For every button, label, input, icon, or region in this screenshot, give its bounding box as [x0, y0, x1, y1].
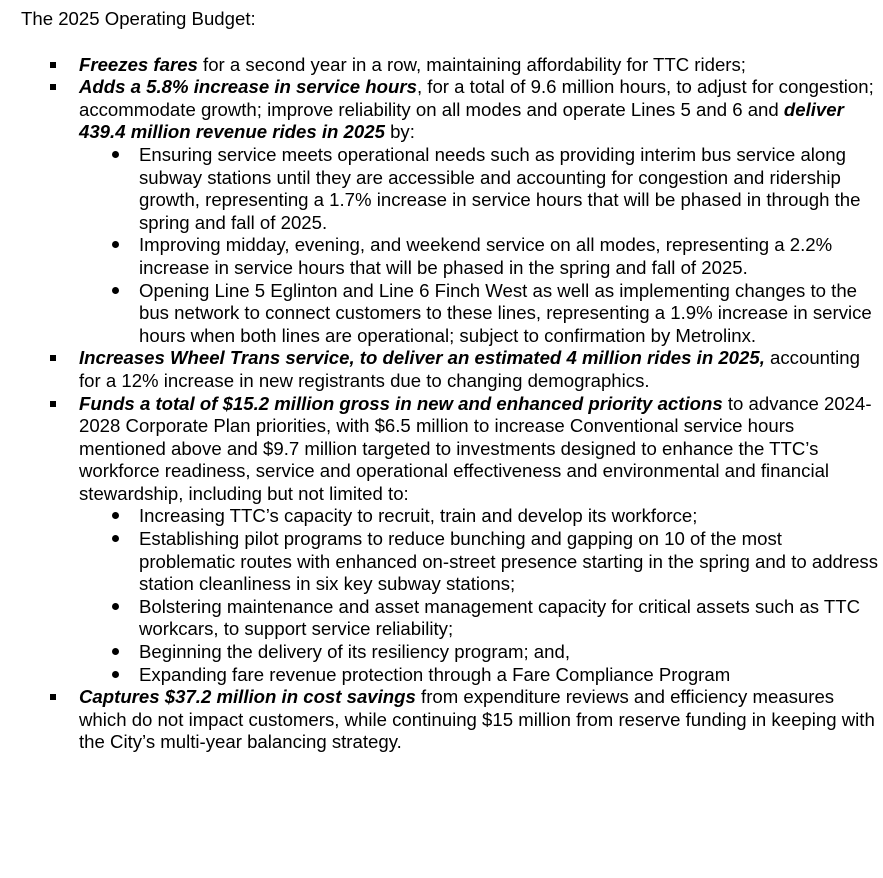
square-bullet-icon [50, 84, 56, 90]
sub-bullet-text: Beginning the delivery of its resiliency program; and, [139, 641, 570, 663]
bullet-lead: Captures $37.2 million in cost savings [79, 686, 416, 708]
round-bullet-icon [112, 535, 119, 542]
sub-bullet [139, 641, 883, 664]
bullet-text: to advance 2024-2028 Corporate Plan priorities, with $6.5 million to increase Conventional service hours mentioned above and $9.7 million targeted to investments designed to enhance the TTC’s workforce readiness, service and operational effectiveness and environmental and financial stewardship, including but not limited to: [79, 392, 872, 504]
bullet-service-hours [79, 76, 883, 347]
sub-bullet [139, 528, 883, 596]
sub-bullet-text: Expanding fare revenue protection through a Fare Compliance Program [139, 663, 731, 685]
square-bullet-icon [50, 355, 56, 361]
bullet-text: , for a total of 9.6 million hours, to adjust for congestion; accommodate growth; improve reliability on all modes and operate Lines 5 and 6 and [79, 76, 874, 120]
bullet-text-secondary: by: [384, 121, 415, 143]
round-bullet-icon [112, 671, 119, 678]
round-bullet-icon [112, 648, 119, 655]
sub-bullet [139, 664, 883, 687]
square-bullet-icon [50, 401, 56, 407]
sub-bullet [139, 144, 883, 234]
bullet-lead-secondary: deliver 439.4 million revenue rides in 2025 [79, 98, 844, 143]
bullet-text: accounting for a 12% increase in new registrants due to changing demographics. [79, 347, 860, 391]
service-hours-sub-list [79, 144, 883, 347]
sub-bullet-text: Ensuring service meets operational needs such as providing interim bus service along subway stations until they are accessible and accounting for congestion and ridership growth, representing a 1.7% increase in service hours that will be phased in through the spring and fall of 2025. [139, 143, 861, 233]
bullet-lead: Freezes fares [79, 53, 198, 75]
priority-actions-sub-list [79, 505, 883, 686]
bullet-freezes-fares [79, 54, 883, 77]
round-bullet-icon [112, 287, 119, 294]
sub-bullet-text: Increasing TTC’s capacity to recruit, train and develop its workforce; [139, 505, 698, 527]
square-bullet-icon [50, 62, 56, 68]
sub-bullet-text: Opening Line 5 Eglinton and Line 6 Finch West as well as implementing changes to the bus network to connect customers to these lines, representing a 1.9% increase in service hours when both lines are operational; subject to confirmation by Metrolinx. [139, 279, 872, 346]
bullet-text: from expenditure reviews and efficiency measures which do not impact customers, while continuing $15 million from reserve funding in keeping with the City’s multi-year balancing strategy. [79, 686, 875, 753]
intro-heading: The 2025 Operating Budget: [21, 8, 256, 29]
bullet-cost-savings [79, 686, 883, 754]
round-bullet-icon [112, 603, 119, 610]
bullet-lead: Funds a total of $15.2 million gross in new and enhanced priority actions [79, 392, 723, 414]
bullet-lead: Adds a 5.8% increase in service hours [79, 76, 417, 98]
sub-bullet-text: Bolstering maintenance and asset management capacity for critical assets such as TTC workcars, to support service reliability; [139, 595, 861, 640]
sub-bullet [139, 234, 883, 279]
round-bullet-icon [112, 512, 119, 519]
sub-bullet [139, 596, 883, 641]
round-bullet-icon [112, 151, 119, 158]
sub-bullet-text: Establishing pilot programs to reduce bunching and gapping on 10 of the most problematic routes with enhanced on-street presence starting in the spring and to address station cleanliness in six key subway stations; [139, 528, 879, 595]
bullet-priority-actions [79, 393, 883, 687]
sub-bullet [139, 505, 883, 528]
sub-bullet-text: Improving midday, evening, and weekend service on all modes, representing a 2.2% increase in service hours that will be phased in the spring and fall of 2025. [139, 234, 833, 278]
bullet-wheel-trans [79, 347, 883, 392]
bullet-lead: Increases Wheel Trans service, to deliver an estimated 4 million rides in 2025, [79, 347, 765, 369]
round-bullet-icon [112, 241, 119, 248]
bullet-text: for a second year in a row, maintaining affordability for TTC riders; [197, 53, 746, 75]
sub-bullet [139, 280, 883, 348]
budget-bullet-list [21, 54, 883, 754]
square-bullet-icon [50, 694, 56, 700]
